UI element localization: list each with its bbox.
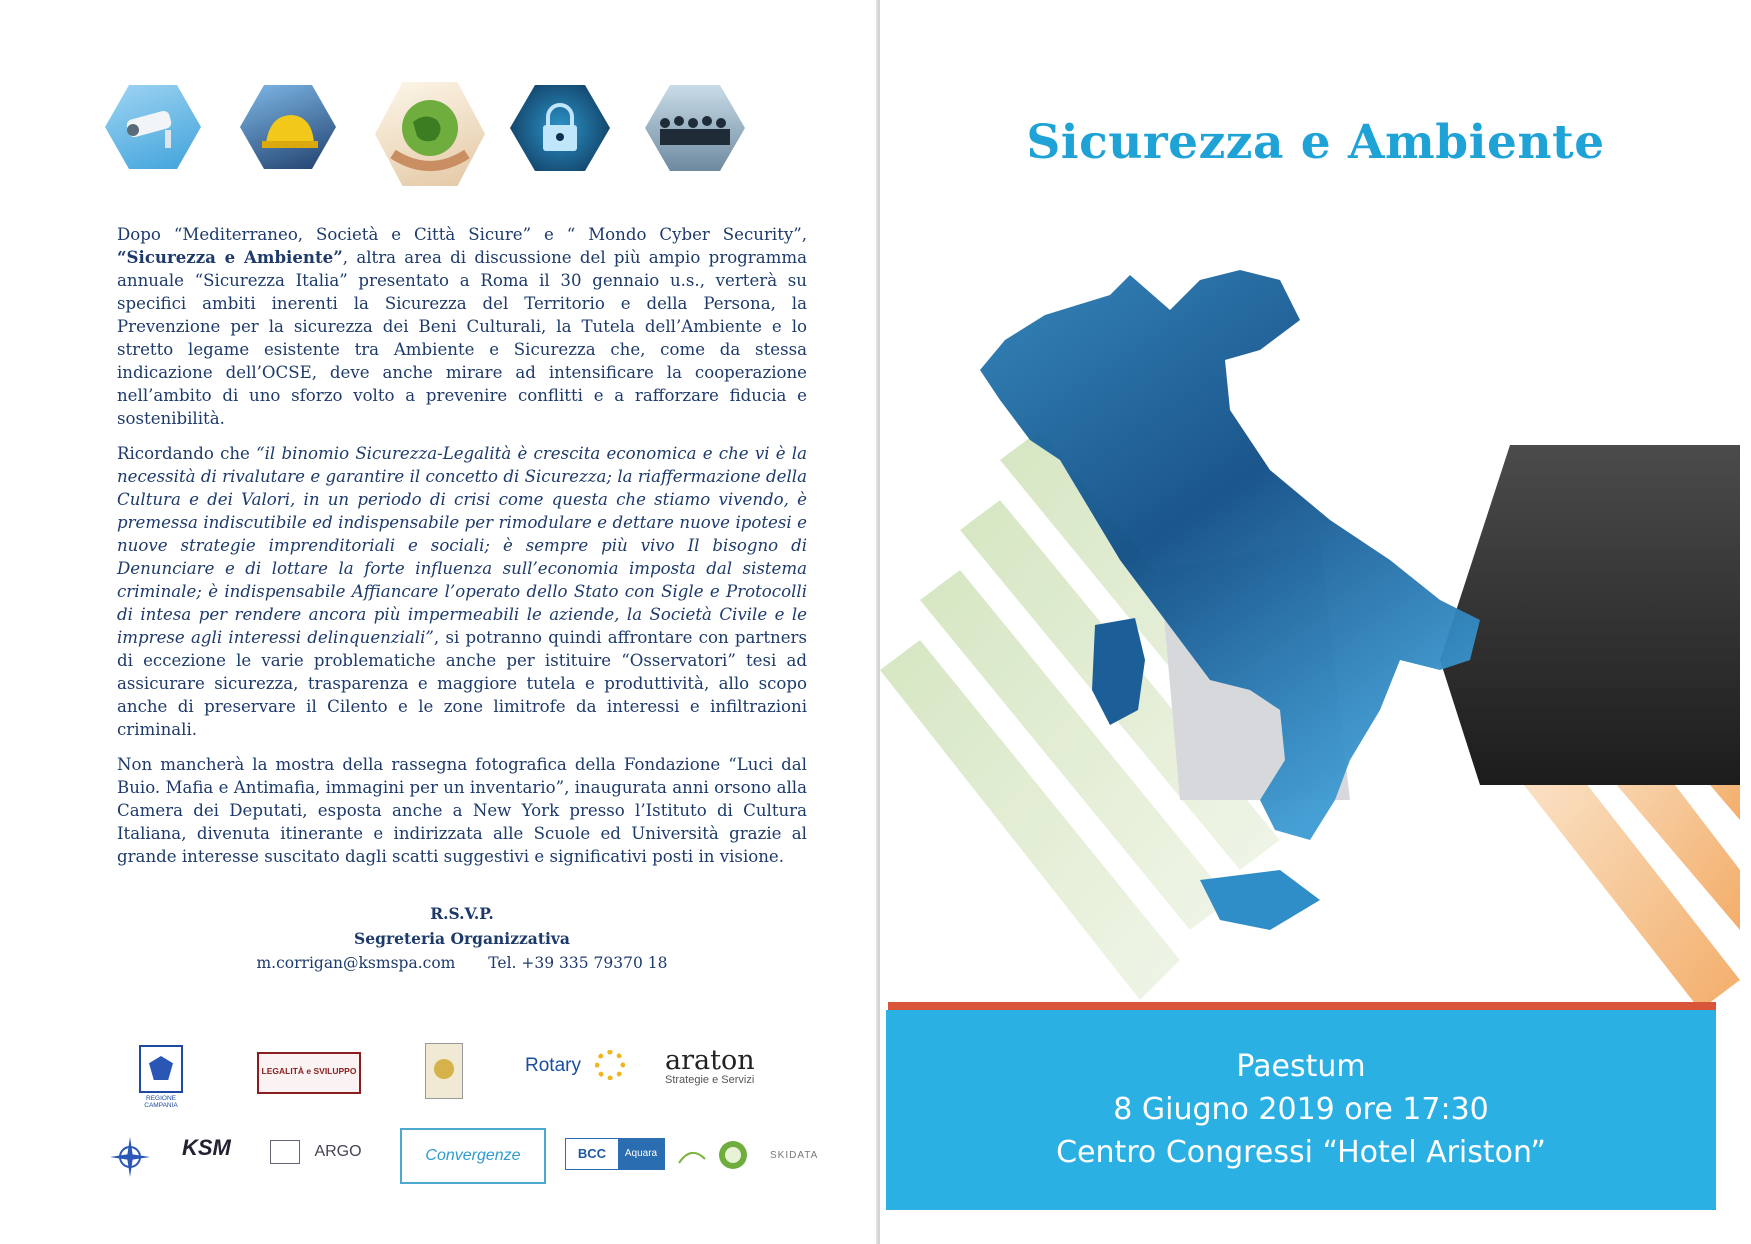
italy-map-illustration bbox=[880, 240, 1751, 1010]
skidata-logo: SKIDATA bbox=[770, 1150, 819, 1161]
green-badge-logo bbox=[675, 1135, 755, 1175]
paragraph-2: Ricordando che “il binomio Sicurezza-Legalità è crescita economica e che vi è la necessità di rivalutare e garantire il concetto di Sicurezza; la riaffermazione della Cultura e dei Valori, in un periodo di crisi come questa che stiamo vivendo, è premessa indiscutibile ed indispensabile per rimodulare e dettare nuove ipotesi e nuove strategie imprenditoriali e sociali; è sempre più vivo Il bisogno di Denunciare e di lottare la forte influenza sull’economia imposta dal sistema criminale; è indispensabile Affiancare l’operato dello Stato con Sigle e Protocolli di intesa per rendere ancora più impermeabili le aziende, la Società Civile e le imprese agli interessi delinquenziali”, si potranno quindi affrontare con partners di eccezione le varie problematiche anche per istituire “Osservatori” tesi ad assicurare sicurezza, trasparenza e maggiore tutela e produttività, allo scopo anche di preservare il Cilento e le zone limitrofe da interessi e infiltrazioni criminali. bbox=[117, 444, 807, 739]
argo-logo: ARGO bbox=[270, 1140, 380, 1170]
safety-helmet-icon bbox=[240, 85, 336, 169]
email-link[interactable]: m.corrigan@ksmspa.com bbox=[256, 954, 456, 972]
bcc-aquara-logo: BCC Aquara bbox=[565, 1138, 665, 1170]
argo-crest-icon bbox=[270, 1140, 300, 1164]
globe-in-hands-icon bbox=[375, 82, 485, 186]
intro-text bbox=[117, 223, 807, 880]
meeting-people-icon bbox=[645, 85, 745, 171]
legalita-sviluppo-logo: LEGALITÀ e SVILUPPO bbox=[257, 1052, 361, 1094]
rotary-wheel-icon bbox=[595, 1050, 625, 1080]
event-location: Paestum bbox=[1236, 1049, 1366, 1084]
rotary-logo: Rotary bbox=[525, 1047, 635, 1087]
regione-crest-icon bbox=[139, 1045, 183, 1093]
icon-row bbox=[100, 82, 820, 192]
rotary-club-shield-logo bbox=[425, 1043, 463, 1099]
right-page bbox=[880, 0, 1751, 1244]
security-camera-icon bbox=[105, 85, 201, 169]
nato-compass-logo bbox=[108, 1135, 152, 1179]
event-title: Sicurezza e Ambiente bbox=[1026, 115, 1605, 170]
event-banner bbox=[886, 1010, 1716, 1210]
padlock-icon bbox=[510, 85, 610, 171]
rsvp-block bbox=[117, 901, 807, 976]
sponsor-logos bbox=[100, 1035, 820, 1185]
contact-line bbox=[117, 951, 807, 976]
ksm-logo: KSM bbox=[182, 1135, 231, 1160]
convergenze-logo: Convergenze bbox=[400, 1128, 546, 1184]
event-datetime: 8 Giugno 2019 ore 17:30 bbox=[1113, 1092, 1489, 1127]
organizer-label: Segreteria Organizzativa bbox=[354, 929, 570, 948]
paragraph-3: Non mancherà la mostra della rassegna fotografica della Fondazione “Luci dal Buio. Mafia e Antimafia, immagini per un inventario”, inaugurata anni orsono alla Camera dei Deputati, esposta anche a New York presso l’Istituto di Cultura Italiana, divenuta itinerante e indirizzata alle Scuole ed Università grazie al grande interesse suscitato dagli scatti suggestivi e significativi posti in visione. bbox=[117, 755, 807, 866]
sicily-shape bbox=[1200, 870, 1320, 930]
araton-logo: araton Strategie e Servizi bbox=[665, 1045, 755, 1086]
paragraph-1: Dopo “Mediterraneo, Società e Città Sicure” e “ Mondo Cyber Security”, “Sicurezza e Ambiente”, altra area di discussione del più ampio programma annuale “Sicurezza Italia” presentato a Roma il 30 gennaio u.s., verterà su specifici ambiti inerenti la Sicurezza del Territorio e della Persona, la Prevenzione per la sicurezza dei Beni Culturali, la Tutela dell’Ambiente e lo stretto legame esistente tra Ambiente e Sicurezza che, come da stessa indicazione dell’OCSE, deve anche mirare ad intensificare la cooperazione nell’ambito di uno sforzo volto a prevenire conflitti e a rafforzare fiducia e sostenibilità. bbox=[117, 225, 807, 428]
regione-campania-logo: REGIONE CAMPANIA bbox=[130, 1045, 192, 1109]
rsvp-label: R.S.V.P. bbox=[430, 904, 494, 923]
sardinia-shape bbox=[1092, 618, 1145, 725]
banner-rule bbox=[888, 1002, 1716, 1010]
phone-number: Tel. +39 335 79370 18 bbox=[488, 954, 668, 972]
dark-machinery-panel bbox=[1440, 445, 1740, 785]
event-venue: Centro Congressi “Hotel Ariston” bbox=[1056, 1135, 1546, 1170]
